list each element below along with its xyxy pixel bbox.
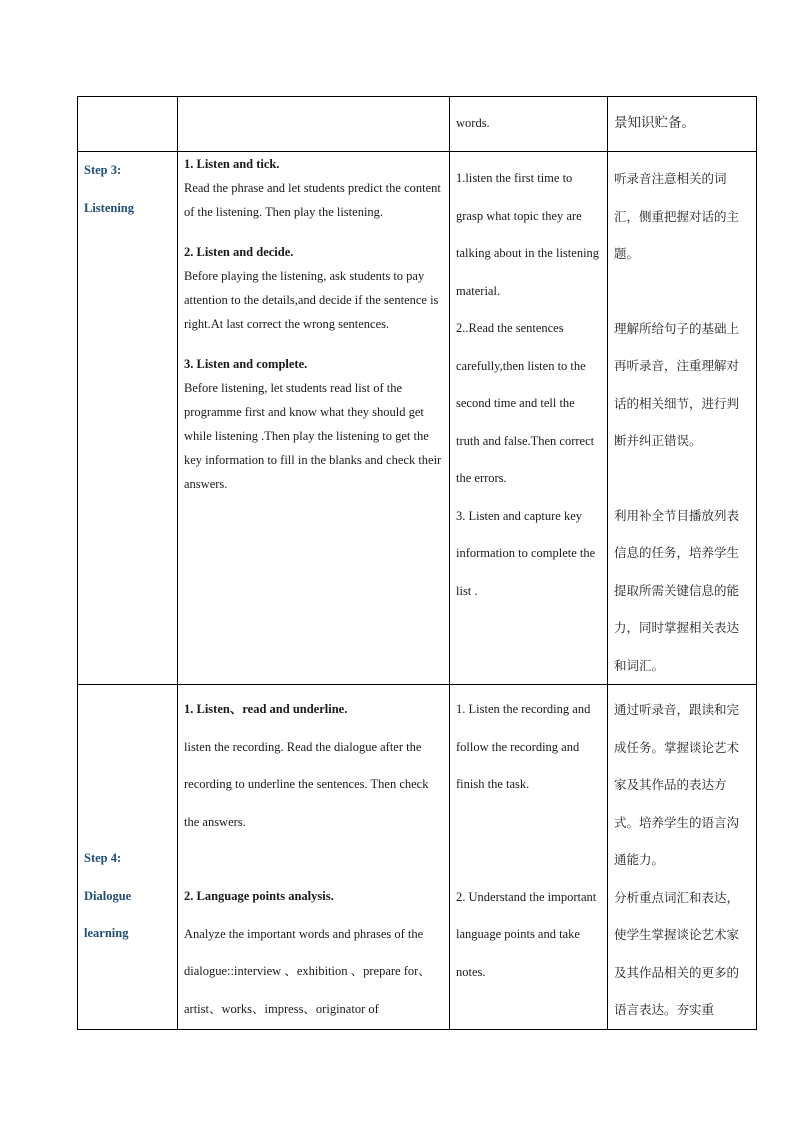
lesson-plan-table xyxy=(77,96,757,1030)
step-title: learning xyxy=(84,926,129,940)
table-row xyxy=(78,97,757,152)
purpose-cell xyxy=(608,152,757,685)
task-heading: 3. Listen and complete. xyxy=(184,357,308,371)
task-description: Before listening, let students read list of the programme first and know what they should get while listening .Then play the listening to get the key information to fill in the blanks and check their answers. xyxy=(184,381,442,491)
task-description: Read the phrase and let students predict the content of the listening. Then play the listening. xyxy=(184,181,441,219)
task-heading: 2. Listen and decide. xyxy=(184,245,294,259)
purpose-cell xyxy=(608,97,757,152)
purpose-text: 听录音注意相关的词汇，侧重把握对话的主题。 xyxy=(614,171,740,261)
student-activity-text: 2. Understand the important language points and take notes. xyxy=(456,889,597,979)
teacher-activity-cell xyxy=(178,685,450,1030)
step-title: Dialogue xyxy=(84,888,132,903)
task-description: Before playing the listening, ask students to pay attention to the details,and decide if the sentence is right.At last correct the wrong sentences. xyxy=(184,269,439,331)
student-activity-text: 3. Listen and capture key information to complete the list . xyxy=(456,508,596,598)
purpose-text: 分析重点词汇和表达，使学生掌握谈论艺术家及其作品相关的更多的语言表达。夯实重 xyxy=(614,889,740,1017)
task-description: listen the recording. Read the dialogue after the recording to underline the sentences. Then check the answers. xyxy=(184,739,429,829)
purpose-cell xyxy=(608,685,757,1030)
step-cell xyxy=(78,152,178,685)
purpose-text: 利用补全节目播放列表信息的任务，培养学生提取所需关键信息的能力，同时掌握相关表达和词汇。 xyxy=(614,507,740,673)
teacher-activity-cell xyxy=(178,97,450,152)
step-number: Step 3: xyxy=(84,163,122,177)
task-heading: 1. Listen、read and underline. xyxy=(184,702,348,716)
task-heading: 2. Language points analysis. xyxy=(184,889,334,903)
purpose-text: 通过听录音，跟读和完成任务。掌握谈论艺术家及其作品的表达方式。培养学生的语言沟通能力。 xyxy=(614,702,740,867)
student-activity-text: 2..Read the sentences carefully,then listen to the second time and tell the truth and false.Then correct the errors. xyxy=(456,321,595,485)
table-row xyxy=(78,685,757,1030)
step-cell xyxy=(78,97,178,152)
student-activity-cell xyxy=(450,152,608,685)
purpose-text: 景知识贮备。 xyxy=(614,115,695,131)
step-number: Step 4: xyxy=(84,851,122,865)
student-activity-cell xyxy=(450,685,608,1030)
teacher-activity-cell xyxy=(178,152,450,685)
task-description: Analyze the important words and phrases of the dialogue::interview 、exhibition 、prepare for、artist、works、impress、originator of xyxy=(184,926,431,1016)
task-heading: 1. Listen and tick. xyxy=(184,157,280,171)
step-cell xyxy=(78,685,178,1030)
step-title: Listening xyxy=(84,200,135,215)
student-activity-text: 1. Listen the recording and follow the recording and finish the task. xyxy=(456,702,591,791)
student-activity-text: 1.listen the first time to grasp what topic they are talking about in the listening material. xyxy=(456,171,600,298)
student-activity-cell xyxy=(450,97,608,152)
student-activity-text: words. xyxy=(456,116,490,130)
table-row xyxy=(78,152,757,685)
purpose-text: 理解所给句子的基础上再听录音，注重理解对话的相关细节，进行判断并纠正错误。 xyxy=(614,320,740,448)
